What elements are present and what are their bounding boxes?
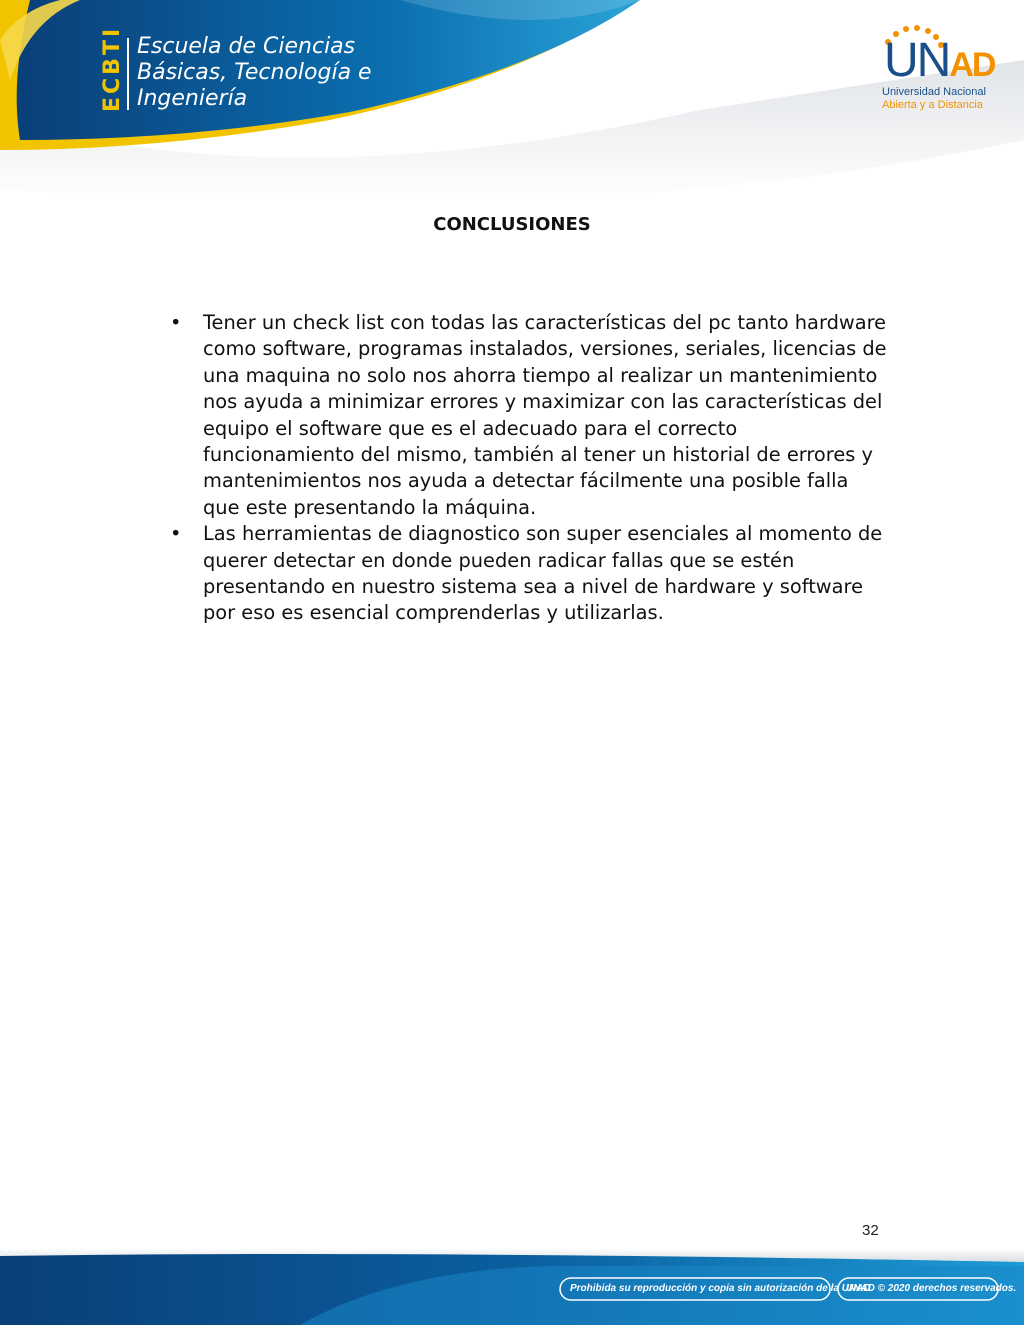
- school-acronym: ECBTI: [100, 25, 125, 112]
- footer-copyright: UNAD © 2020 derechos reservados.: [846, 1283, 1017, 1294]
- bullet-icon: •: [170, 311, 182, 334]
- unad-logo: [878, 22, 995, 117]
- conclusions-list: [168, 310, 888, 627]
- list-item: [168, 521, 888, 627]
- school-name-line: Ingeniería: [137, 86, 248, 111]
- conclusions-body: [168, 310, 888, 627]
- footer-notice-reproduction: Prohibida su reproducción y copia sin autorización de la UNAD.: [570, 1283, 874, 1294]
- logo-tagline-1: Universidad Nacional: [882, 86, 986, 98]
- logo-tagline-2: Abierta y a Distancia: [882, 99, 983, 111]
- page-number: 32: [862, 1222, 879, 1239]
- logo-wordmark: [884, 36, 994, 90]
- page-title: CONCLUSIONES: [433, 214, 591, 235]
- logo-wordmark-accent: AD: [949, 46, 995, 84]
- list-item-text: Las herramientas de diagnostico son super esenciales al momento de querer detectar en donde pueden radicar fallas que se estén presentando en nuestro sistema sea a nivel de hardware y software por eso es esencial comprenderlas y utilizarlas.: [203, 522, 883, 625]
- list-item-text: Tener un check list con todas las características del pc tanto hardware como software, programas instalados, versiones, seriales, licencias de una maquina no solo nos ahorra tiempo al realizar un mantenimiento nos ayuda a minimizar errores y maximizar con las características del equipo el software que es el adecuado para el correcto funcionamiento del mismo, también al tener un historial de errores y mantenimientos nos ayuda a detectar fácilmente una posible falla que este presentando la máquina.: [203, 311, 887, 519]
- bullet-icon: •: [170, 522, 182, 546]
- acronym-divider: [127, 38, 129, 110]
- school-name-line: Escuela de Ciencias: [137, 34, 356, 59]
- page-header: [0, 0, 1024, 200]
- logo-wordmark-main: UN: [884, 34, 950, 87]
- list-item: [168, 310, 888, 521]
- school-name-line: Básicas, Tecnología e: [137, 60, 372, 85]
- school-name: [137, 34, 372, 112]
